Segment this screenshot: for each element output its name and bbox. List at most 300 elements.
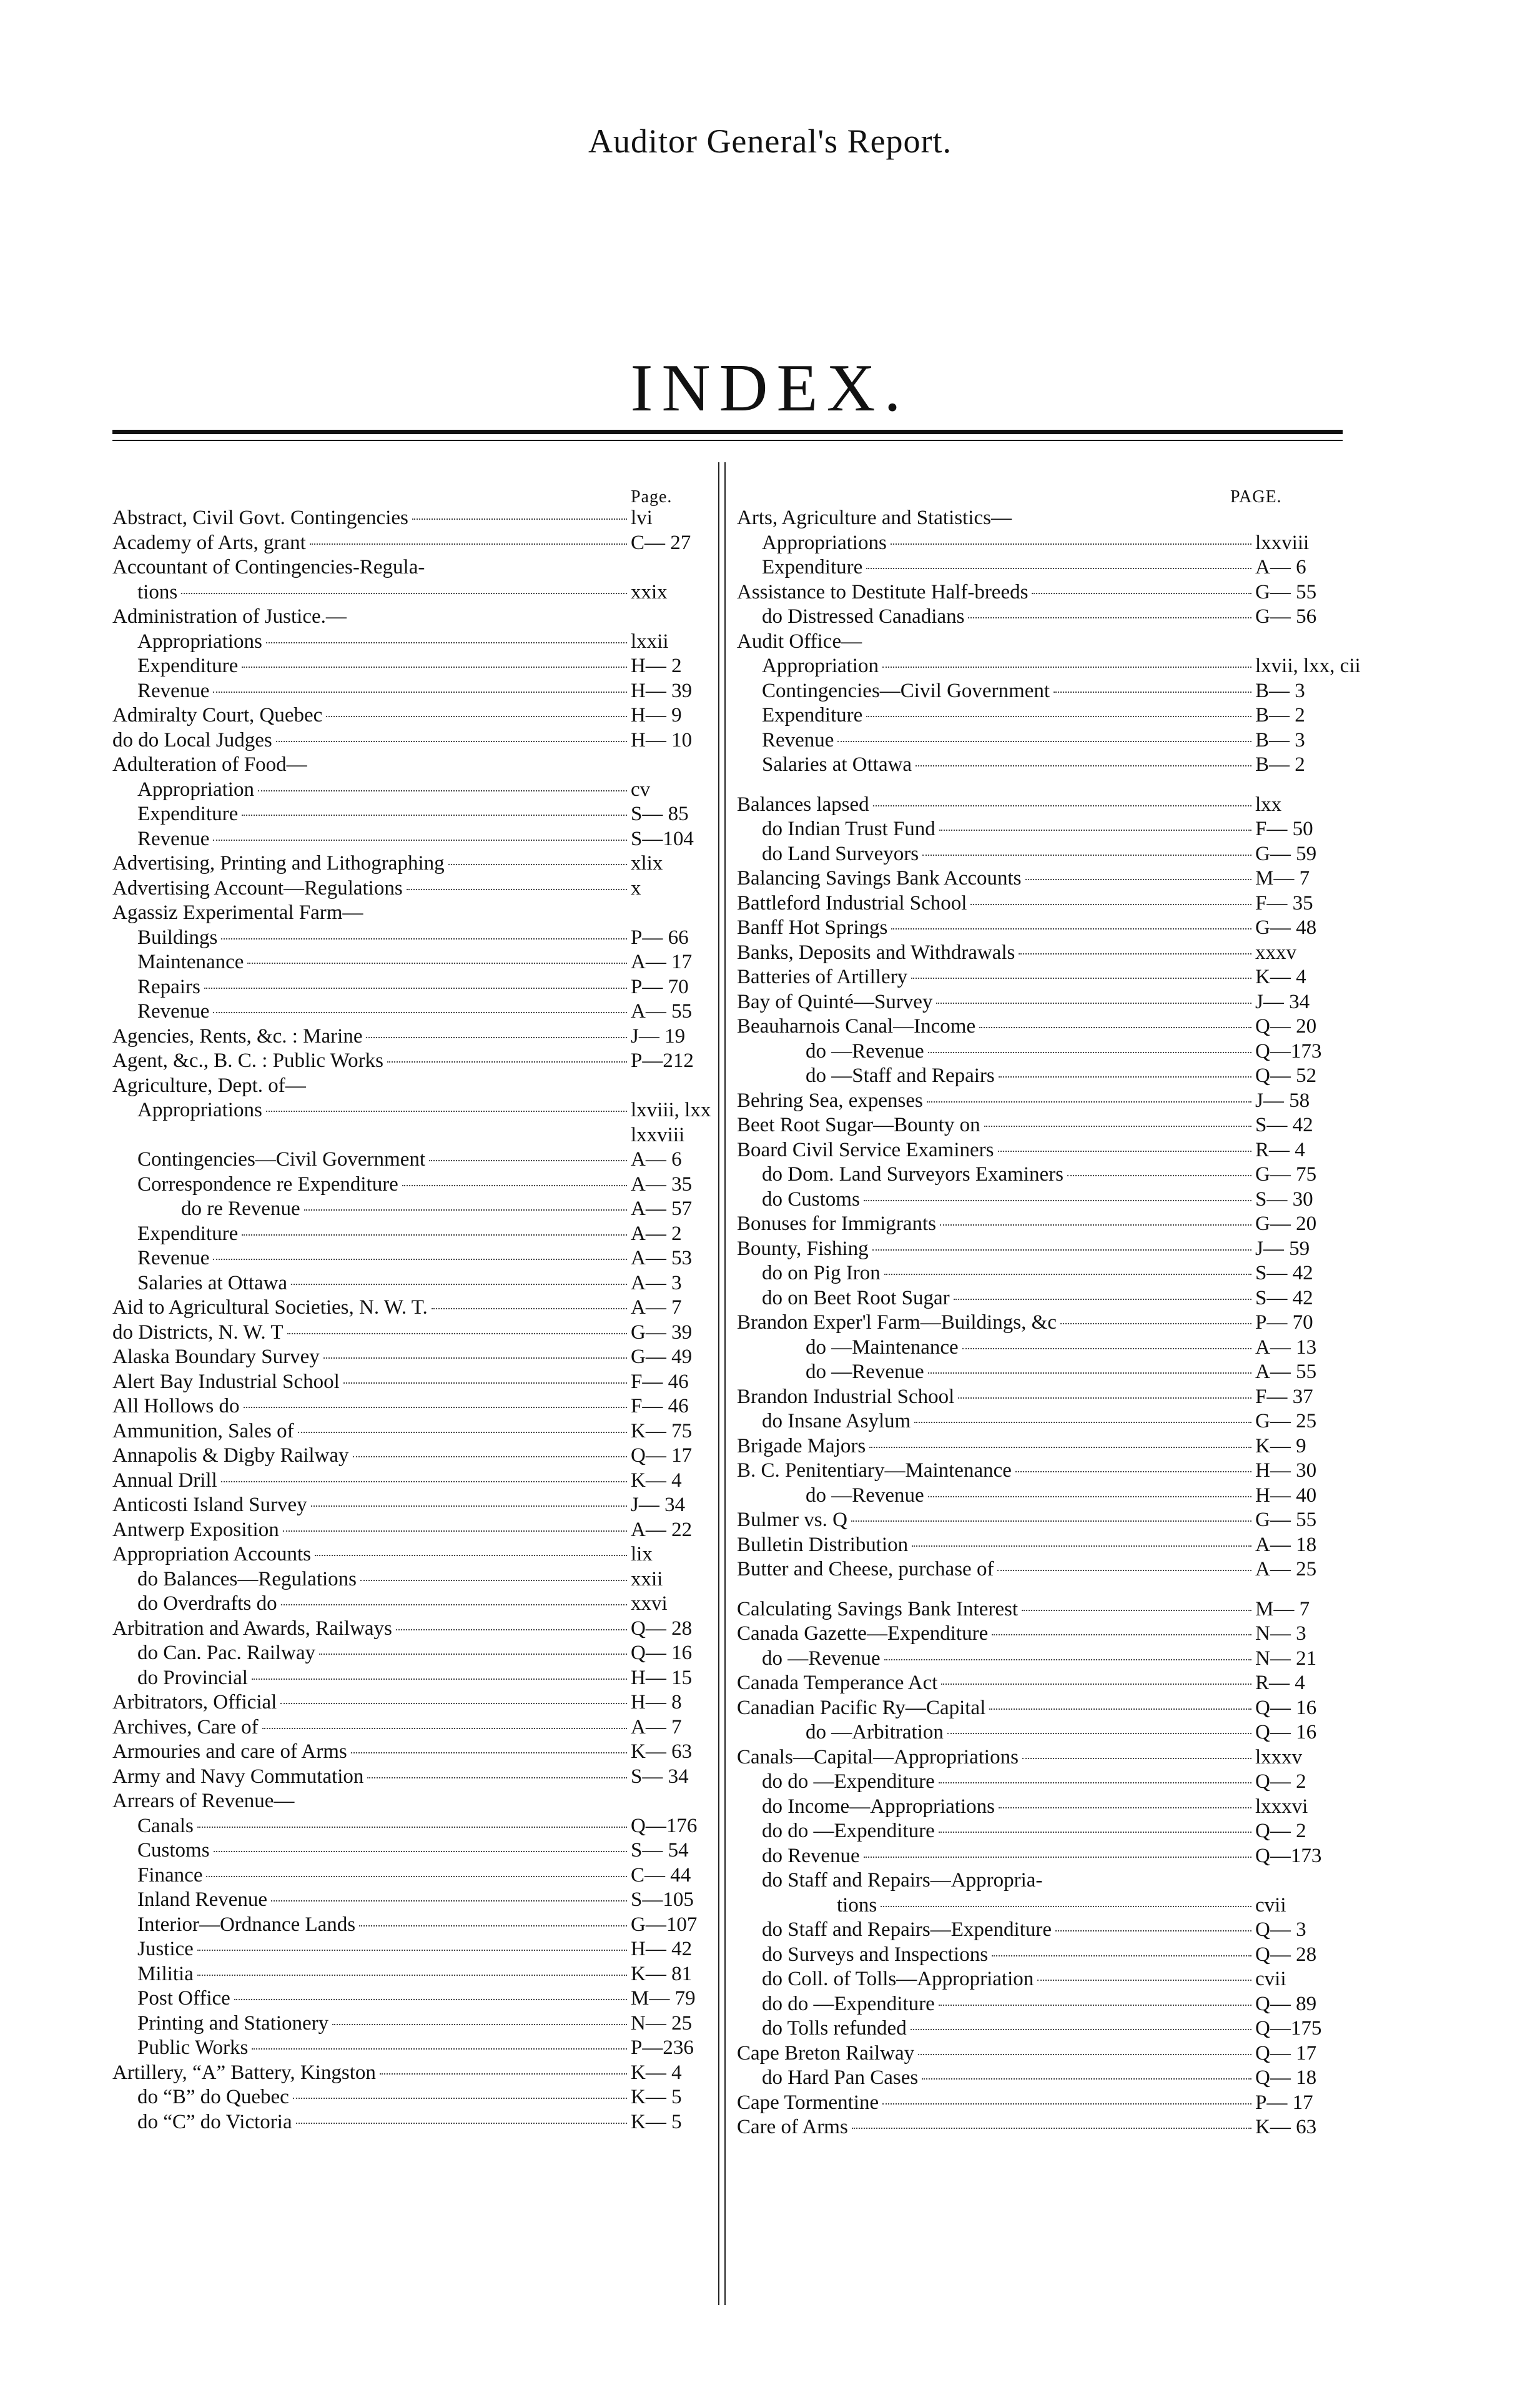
entry-page-ref: S— 85 — [631, 803, 689, 825]
entry-label: do “C” do Victoria — [137, 2110, 292, 2133]
leader-dots — [852, 2128, 1251, 2129]
entry-page-ref: F— 35 — [1255, 891, 1313, 915]
entry-label: Accountant of Contingencies-Regula- — [112, 556, 425, 578]
leader-dots — [262, 1728, 627, 1729]
leader-dots — [332, 2024, 627, 2025]
entry-label: Administration of Justice.— — [112, 605, 347, 628]
entry-page-ref: lxxviii — [1255, 531, 1310, 554]
index-entry — [112, 679, 712, 704]
index-entry — [112, 901, 712, 926]
index-entry — [112, 1098, 712, 1123]
leader-dots — [928, 1372, 1251, 1374]
leader-dots — [864, 1857, 1251, 1858]
entry-label: do Can. Pac. Railway — [137, 1642, 316, 1664]
index-entry — [112, 1246, 712, 1271]
index-entry — [112, 1271, 712, 1296]
entry-label: Army and Navy Commutation — [112, 1765, 364, 1788]
leader-dots — [992, 1955, 1251, 1956]
entry-label: do —Revenue — [762, 1647, 881, 1670]
entry-label: Board Civil Service Examiners — [737, 1138, 994, 1161]
leader-dots — [918, 2054, 1251, 2055]
index-entry — [112, 654, 712, 679]
entry-label: tions — [837, 1893, 877, 1916]
entry-page-ref: Q— 2 — [1255, 1820, 1306, 1842]
leader-dots — [221, 938, 627, 940]
entry-label: Academy of Arts, grant — [112, 531, 306, 554]
index-entry — [112, 1765, 712, 1790]
entry-label: Expenditure — [762, 556, 863, 578]
entry-page-ref: G— 56 — [1255, 605, 1317, 628]
index-entry — [737, 1696, 1336, 1721]
leader-dots — [939, 1832, 1251, 1833]
index-entry — [112, 975, 712, 1000]
entry-label: Arts, Agriculture and Statistics— — [737, 507, 1012, 529]
entry-page-ref: cvii — [1255, 1968, 1286, 1990]
leader-dots — [922, 2078, 1251, 2080]
entry-page-ref: S— 42 — [1255, 1286, 1313, 1309]
leader-dots — [244, 1407, 627, 1408]
entry-label: Adulteration of Food— — [112, 753, 307, 776]
index-entry — [112, 1518, 712, 1543]
entry-label: Care of Arms — [737, 2116, 848, 2138]
entry-label: Alert Bay Industrial School — [112, 1370, 340, 1393]
index-entry — [737, 1459, 1336, 1484]
index-entry — [112, 728, 712, 753]
entry-label: Maintenance — [137, 951, 244, 973]
double-rule-thin — [112, 440, 1343, 441]
index-entry — [112, 1888, 712, 1913]
entry-page-ref: J— 58 — [1255, 1089, 1310, 1112]
index-entry — [737, 1064, 1336, 1089]
entry-label: Public Works — [137, 2036, 249, 2059]
index-entry — [737, 753, 1336, 778]
index-entry — [737, 1434, 1336, 1459]
index-entry — [737, 506, 1336, 531]
entry-page-ref: Q— 28 — [1255, 1943, 1317, 1966]
entry-label: do —Revenue — [806, 1484, 924, 1507]
index-entry — [112, 1937, 712, 1962]
entry-label: do —Revenue — [806, 1039, 924, 1063]
index-entry — [112, 1838, 712, 1863]
leader-dots — [319, 1654, 627, 1655]
entry-label: Expenditure — [762, 704, 863, 726]
index-entry — [112, 1444, 712, 1469]
entry-page-ref: G— 39 — [631, 1321, 693, 1344]
index-entry — [112, 851, 712, 876]
entry-page-ref: A— 25 — [1255, 1558, 1317, 1580]
index-entry — [737, 1039, 1336, 1064]
entry-page-ref: lxvii, lxx, cii — [1255, 655, 1361, 677]
entry-label: do Staff and Repairs—Appropria- — [762, 1869, 1043, 1892]
leader-dots — [197, 1975, 627, 1976]
index-entry — [737, 1770, 1336, 1795]
leader-dots — [939, 1782, 1251, 1783]
index-entry — [112, 1715, 712, 1740]
leader-dots — [234, 1999, 627, 2000]
entry-page-ref: P— 66 — [631, 926, 689, 949]
leader-dots — [989, 1708, 1251, 1710]
leader-dots — [310, 543, 627, 545]
leader-dots — [360, 1580, 627, 1581]
entry-label: do do —Expenditure — [762, 1770, 935, 1793]
entry-label: Revenue — [137, 1000, 210, 1023]
leader-dots — [213, 1012, 627, 1013]
leader-dots — [866, 568, 1251, 569]
leader-dots — [940, 1224, 1251, 1226]
leader-dots — [1054, 692, 1251, 693]
entry-label: Contingencies—Civil Government — [762, 679, 1050, 702]
leader-dots — [304, 1209, 627, 1211]
leader-dots — [881, 1906, 1251, 1907]
index-entry — [737, 817, 1336, 842]
entry-page-ref: xxvi — [631, 1592, 668, 1615]
entry-page-ref: A— 7 — [631, 1715, 682, 1738]
index-entry — [112, 1814, 712, 1839]
entry-page-ref: A— 3 — [631, 1271, 682, 1294]
leader-dots — [864, 1200, 1251, 1201]
entry-page-ref: A— 2 — [631, 1222, 682, 1245]
leader-dots — [992, 1634, 1251, 1635]
leader-dots — [380, 2073, 627, 2075]
entry-page-ref: F— 46 — [631, 1395, 689, 1417]
entry-label: Finance — [137, 1863, 203, 1887]
index-entry — [112, 2085, 712, 2110]
entry-page-ref: A— 55 — [1255, 1361, 1317, 1383]
index-entry — [737, 2066, 1336, 2091]
entry-page-ref: H— 42 — [631, 1938, 693, 1960]
leader-dots — [429, 1160, 627, 1161]
entry-page-ref: K— 4 — [631, 1469, 682, 1492]
entry-label: Salaries at Ottawa — [137, 1271, 288, 1294]
entry-page-ref: A— 55 — [631, 1000, 693, 1023]
leader-dots — [315, 1555, 627, 1556]
leader-dots — [280, 1703, 627, 1704]
entry-label: B. C. Penitentiary—Maintenance — [737, 1459, 1012, 1482]
entry-page-ref: Q— 2 — [1255, 1770, 1306, 1793]
leader-dots — [1067, 1175, 1251, 1176]
entry-page-ref: Q— 16 — [1255, 1721, 1317, 1743]
entry-label: Revenue — [137, 679, 210, 702]
entry-page-ref: M— 7 — [1255, 1597, 1310, 1620]
index-entry — [737, 580, 1336, 605]
index-entry — [112, 1567, 712, 1592]
entry-label: do Income—Appropriations — [762, 1795, 995, 1818]
entry-label: do —Maintenance — [806, 1336, 959, 1359]
leader-dots — [323, 1357, 627, 1359]
entry-label: Appropriations — [137, 630, 262, 653]
entry-page-ref: K— 5 — [631, 2086, 682, 2108]
leader-dots — [412, 518, 627, 520]
leader-dots — [252, 2048, 627, 2050]
leader-dots — [359, 1925, 627, 1926]
entry-label: Appropriations — [762, 531, 887, 554]
entry-page-ref: P—236 — [631, 2036, 694, 2059]
leader-dots — [214, 1851, 627, 1852]
leader-dots — [396, 1629, 627, 1630]
leader-dots — [869, 1447, 1251, 1448]
leader-dots — [928, 1496, 1251, 1497]
leader-dots — [891, 928, 1251, 930]
leader-dots — [298, 1432, 627, 1433]
leader-dots — [291, 1284, 627, 1285]
entry-page-ref: lxxxv — [1255, 1745, 1303, 1768]
entry-label: Expenditure — [137, 1222, 239, 1245]
entry-label: Agencies, Rents, &c. : Marine — [112, 1024, 363, 1048]
index-entry — [737, 1336, 1336, 1361]
index-entry — [737, 1720, 1336, 1745]
entry-label: Revenue — [762, 728, 834, 751]
entry-label: tions — [137, 580, 178, 603]
leader-dots — [367, 1777, 627, 1778]
index-entry — [737, 1597, 1336, 1622]
entry-label: Admiralty Court, Quebec — [112, 704, 323, 726]
entry-page-ref: G— 25 — [1255, 1410, 1317, 1432]
entry-page-ref: G— 59 — [1255, 842, 1317, 865]
entry-page-ref: G—107 — [631, 1913, 698, 1936]
entry-label: Audit Office— — [737, 630, 862, 653]
index-entry — [737, 1622, 1336, 1647]
leader-dots — [999, 1076, 1251, 1078]
entry-label: do on Beet Root Sugar — [762, 1286, 950, 1309]
index-entry — [112, 1222, 712, 1247]
leader-dots — [266, 642, 627, 643]
index-entry — [737, 703, 1336, 728]
index-entry — [112, 1148, 712, 1173]
entry-label: Buildings — [137, 926, 218, 949]
leader-dots — [402, 1185, 627, 1186]
index-entry — [737, 842, 1336, 867]
entry-label: Advertising, Printing and Lithographing — [112, 852, 445, 875]
entry-page-ref: F— 37 — [1255, 1385, 1313, 1408]
entry-label: Bulletin Distribution — [737, 1533, 909, 1556]
index-entry — [737, 1237, 1336, 1262]
index-entry — [737, 1745, 1336, 1770]
index-entry — [112, 753, 712, 778]
entry-page-ref: Q— 16 — [1255, 1696, 1317, 1719]
index-entry — [737, 1795, 1336, 1820]
entry-label: Correspondence re Expenditure — [137, 1173, 398, 1196]
entry-page-ref: F— 50 — [1255, 818, 1313, 840]
entry-label: Cape Breton Railway — [737, 2041, 915, 2065]
leader-dots — [258, 790, 627, 791]
leader-dots — [353, 1456, 627, 1457]
entry-label: Banks, Deposits and Withdrawals — [737, 941, 1015, 964]
entry-page-ref: Q— 89 — [1255, 1992, 1317, 2015]
entry-page-ref: C— 44 — [631, 1863, 691, 1887]
entry-page-ref: F— 46 — [631, 1370, 689, 1393]
leader-dots — [204, 988, 627, 989]
entry-label: do Tolls refunded — [762, 2017, 907, 2040]
entry-page-ref: B— 2 — [1255, 753, 1305, 776]
index-entry — [737, 1918, 1336, 1943]
column-divider — [724, 462, 726, 2305]
entry-label: Antwerp Exposition — [112, 1518, 279, 1541]
leader-dots — [872, 1249, 1251, 1251]
index-entry — [112, 950, 712, 975]
index-entry — [112, 778, 712, 803]
entry-label: Contingencies—Civil Government — [137, 1148, 426, 1171]
entry-label: Canada Gazette—Expenditure — [737, 1622, 989, 1645]
leader-dots — [407, 889, 627, 890]
entry-page-ref: A— 57 — [631, 1197, 693, 1220]
entry-page-ref: J— 59 — [1255, 1237, 1310, 1260]
entry-page-ref: S— 54 — [631, 1839, 689, 1862]
index-entry — [737, 1360, 1336, 1385]
leader-dots — [884, 1274, 1251, 1275]
leader-dots — [884, 1659, 1251, 1660]
index-entry — [112, 1962, 712, 1987]
entry-label: do Revenue — [762, 1844, 860, 1867]
index-entry — [112, 2036, 712, 2061]
index-entry — [737, 2041, 1336, 2066]
leader-dots — [962, 1348, 1251, 1349]
index-entry — [737, 1893, 1336, 1918]
entry-label: Assistance to Destitute Half-breeds — [737, 580, 1029, 603]
index-entry — [737, 1943, 1336, 1968]
entry-label: do Insane Asylum — [762, 1410, 911, 1432]
entry-label: Brandon Exper'l Farm—Buildings, &c — [737, 1311, 1057, 1334]
entry-page-ref: cvii — [1255, 1893, 1286, 1916]
leader-dots — [912, 1545, 1251, 1547]
entry-page-ref: N— 25 — [631, 2011, 693, 2035]
entry-label: Agassiz Experimental Farm— — [112, 901, 363, 924]
index-entry — [737, 1212, 1336, 1237]
leader-dots — [1019, 953, 1251, 954]
entry-label: Appropriation Accounts — [112, 1543, 312, 1565]
index-entry — [737, 891, 1336, 916]
index-entry — [112, 1024, 712, 1049]
leader-dots — [922, 855, 1251, 856]
leader-dots — [891, 543, 1251, 545]
entry-label: Appropriation — [762, 655, 879, 677]
leader-dots — [221, 1481, 627, 1482]
index-entry — [112, 2061, 712, 2086]
leader-dots — [283, 1530, 627, 1532]
entry-page-ref: K— 81 — [631, 1962, 693, 1985]
entry-label: Bonuses for Immigrants — [737, 1212, 936, 1235]
entry-label: Expenditure — [137, 803, 239, 825]
entry-label: Ammunition, Sales of — [112, 1419, 294, 1442]
leader-dots — [928, 1052, 1251, 1053]
entry-label: do Customs — [762, 1188, 860, 1211]
entry-label: do Hard Pan Cases — [762, 2066, 919, 2089]
index-entry — [737, 1819, 1336, 1844]
index-entry — [112, 1197, 712, 1222]
entry-label: Aid to Agricultural Societies, N. W. T. — [112, 1296, 428, 1319]
entry-page-ref: x — [631, 876, 641, 900]
leader-dots — [271, 1900, 627, 1902]
leader-dots — [998, 1151, 1252, 1152]
entry-page-ref: P— 70 — [1255, 1311, 1313, 1334]
leader-dots — [1015, 1471, 1251, 1472]
entry-label: Post Office — [137, 1987, 230, 2010]
entry-page-ref: K— 9 — [1255, 1434, 1306, 1457]
entry-page-ref: N— 21 — [1255, 1647, 1317, 1670]
entry-page-ref: G— 55 — [1255, 580, 1317, 603]
entry-page-ref: Q— 17 — [631, 1444, 693, 1467]
entry-label: Revenue — [137, 827, 210, 850]
entry-label: Batteries of Artillery — [737, 966, 908, 988]
entry-page-ref: P—212 — [631, 1049, 694, 1072]
index-entry — [112, 531, 712, 556]
entry-label: do do —Expenditure — [762, 1992, 935, 2015]
index-entry — [737, 1113, 1336, 1138]
entry-page-ref: H— 2 — [631, 655, 682, 677]
leader-dots — [911, 2029, 1251, 2030]
entry-page-ref: S—104 — [631, 827, 694, 850]
index-entry — [737, 1261, 1336, 1286]
double-rule-thick — [112, 430, 1343, 434]
leader-dots — [979, 1027, 1251, 1028]
leader-dots — [276, 741, 627, 742]
entry-page-ref: G— 49 — [631, 1346, 693, 1368]
index-entry — [737, 2091, 1336, 2116]
leader-dots — [448, 864, 627, 865]
entry-page-ref: C— 27 — [631, 531, 691, 554]
index-entry — [112, 555, 712, 580]
entry-label: Butter and Cheese, purchase of — [737, 1558, 994, 1580]
index-entry — [112, 1666, 712, 1691]
leader-dots — [851, 1520, 1251, 1522]
report-header: Auditor General's Report. — [588, 122, 952, 160]
leader-dots — [1055, 1930, 1251, 1931]
entry-label: Battleford Industrial School — [737, 891, 967, 915]
index-entry — [737, 605, 1336, 630]
entry-page-ref: lxxxvi — [1255, 1795, 1308, 1818]
index-entry — [737, 1138, 1336, 1163]
entry-label: Balancing Savings Bank Accounts — [737, 867, 1022, 890]
index-entry — [737, 2115, 1336, 2140]
leader-dots — [1025, 879, 1251, 880]
entry-page-ref: Q—173 — [1255, 1844, 1322, 1867]
index-entry — [112, 802, 712, 827]
entry-label: Advertising Account—Regulations — [112, 876, 403, 900]
entry-page-ref: A— 13 — [1255, 1336, 1317, 1359]
entry-label: Revenue — [137, 1247, 210, 1269]
entry-label: Bounty, Fishing — [737, 1237, 869, 1260]
entry-page-ref: A— 7 — [631, 1296, 682, 1319]
leader-dots — [181, 593, 627, 594]
entry-label: do re Revenue — [181, 1197, 300, 1220]
entry-label: do Provincial — [137, 1666, 248, 1689]
entry-page-ref: R— 4 — [1255, 1138, 1305, 1161]
entry-page-ref: G— 55 — [1255, 1509, 1317, 1531]
entry-label: Interior—Ordnance Lands — [137, 1913, 356, 1936]
leader-dots — [213, 840, 627, 841]
entry-page-ref: P— 17 — [1255, 2091, 1313, 2114]
index-entry — [112, 2110, 712, 2135]
index-entry — [737, 1992, 1336, 2017]
leader-dots — [936, 1003, 1251, 1004]
entry-page-ref: Q—173 — [1255, 1039, 1322, 1063]
index-title: INDEX. — [630, 351, 910, 425]
leader-dots — [927, 1101, 1251, 1103]
entry-page-ref: S— 42 — [1255, 1114, 1313, 1136]
entry-page-ref: lxx — [1255, 793, 1282, 816]
index-entry — [737, 1089, 1336, 1114]
entry-page-ref: H— 30 — [1255, 1459, 1317, 1482]
index-entry — [737, 728, 1336, 753]
leader-dots — [837, 741, 1251, 742]
entry-page-ref: G— 75 — [1255, 1163, 1317, 1186]
entry-label: Printing and Stationery — [137, 2011, 329, 2035]
entry-label: Balances lapsed — [737, 793, 869, 816]
entry-label: Brigade Majors — [737, 1434, 866, 1457]
entry-page-ref: S—105 — [631, 1888, 694, 1911]
entry-page-ref: xxxv — [1255, 941, 1296, 964]
entry-page-ref: A— 35 — [631, 1173, 693, 1196]
entry-label: Annual Drill — [112, 1469, 217, 1492]
